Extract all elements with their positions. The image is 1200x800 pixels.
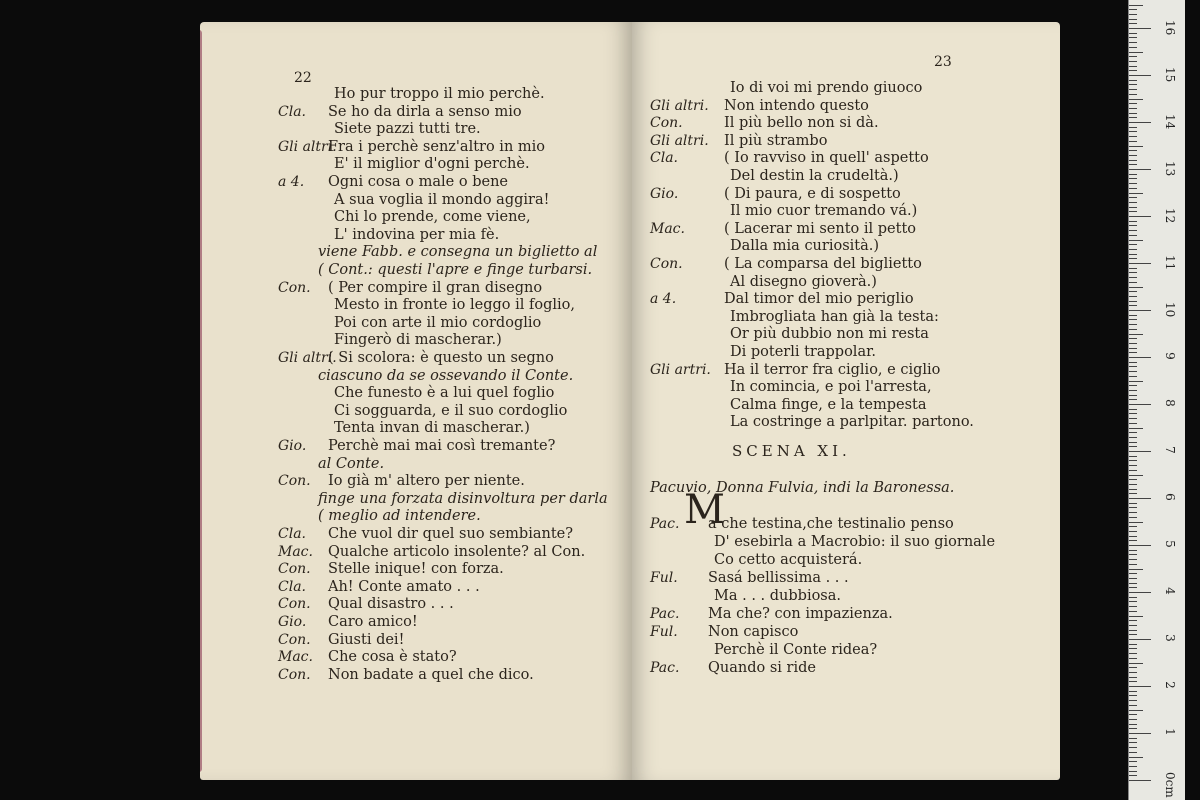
ruler-tick [1129, 409, 1137, 410]
ruler-tick [1129, 160, 1137, 161]
ruler-tick [1129, 136, 1137, 137]
speaker-label: Gio. [278, 438, 307, 454]
ruler-tick [1129, 240, 1143, 241]
ruler-tick [1129, 550, 1137, 551]
ruler-tick [1129, 606, 1137, 607]
text-line: Che funesto è a lui quel foglio [334, 385, 555, 402]
ruler-tick [1129, 616, 1143, 617]
ruler-tick [1129, 52, 1143, 53]
text-line: Tenta invan di mascherar.) [334, 420, 530, 437]
text-line: Chi lo prende, come viene, [334, 209, 531, 226]
ruler-tick [1129, 625, 1137, 626]
ruler-tick [1129, 178, 1137, 179]
ruler-tick [1129, 597, 1137, 598]
measuring-ruler [1128, 0, 1185, 800]
ruler-tick [1129, 540, 1137, 541]
ruler-tick [1129, 14, 1137, 15]
ruler-tick [1129, 216, 1151, 217]
ruler-tick [1129, 146, 1143, 147]
text-line: ( Per compire il gran disegno [328, 279, 543, 296]
ruler-tick [1129, 371, 1137, 372]
text-line: Che cosa è stato? [328, 649, 457, 666]
ruler-tick [1129, 442, 1137, 443]
text-line: Perchè il Conte ridea? [714, 642, 878, 658]
left-page [200, 22, 632, 780]
ruler-tick [1129, 211, 1137, 212]
ruler-tick [1129, 56, 1137, 57]
ruler-tick [1129, 475, 1143, 476]
ruler-tick [1129, 498, 1151, 499]
text-line: Non badate a quel che dico. [328, 666, 534, 683]
ruler-tick [1129, 456, 1137, 457]
text-line: viene Fabb. e consegna un biglietto al [318, 244, 598, 261]
speaker-label: Cla. [278, 578, 306, 595]
speaker-label: Mac. [278, 649, 313, 666]
ruler-label: 6 [1163, 493, 1177, 501]
ruler-tick [1129, 536, 1137, 537]
text-line: al Conte. [318, 455, 385, 472]
ruler-tick [1129, 578, 1137, 579]
ruler-tick [1129, 381, 1143, 382]
ruler-tick [1129, 103, 1137, 104]
text-line: Ho pur troppo il mio perchè. [334, 86, 545, 102]
ruler-tick [1129, 221, 1137, 222]
text-line: ( La comparsa del biglietto [724, 256, 922, 272]
ruler-tick [1129, 583, 1137, 584]
ruler-tick [1129, 681, 1137, 682]
speaker-label: Con. [278, 279, 311, 296]
ruler-tick [1129, 207, 1137, 208]
ruler-tick [1129, 418, 1137, 419]
ruler-label: 8 [1163, 399, 1177, 407]
ruler-tick [1129, 338, 1137, 339]
ruler-label: 2 [1163, 681, 1177, 689]
ruler-tick [1129, 80, 1137, 81]
text-line: Il più bello non si dà. [724, 115, 879, 132]
ruler-tick [1129, 37, 1137, 38]
ruler-tick [1129, 263, 1151, 264]
ruler-label: 3 [1163, 634, 1177, 642]
ruler-tick [1129, 183, 1137, 184]
speaker-label: Pac. [650, 660, 680, 676]
ruler-tick [1129, 291, 1137, 292]
text-line: Ci sogguarda, e il suo cordoglio [334, 402, 568, 419]
text-line: Il più strambo [724, 132, 828, 149]
ruler-tick [1129, 164, 1137, 165]
ruler-tick [1129, 89, 1137, 90]
ruler-label: 5 [1163, 540, 1177, 548]
ruler-tick [1129, 272, 1137, 273]
text-line: Ah! Conte amato . . . [328, 578, 480, 595]
ruler-label: 15 [1163, 67, 1177, 83]
text-line: Qualche articolo insolente? al Con. [328, 543, 586, 560]
ruler-tick [1129, 141, 1137, 142]
ruler-label: 1 [1163, 728, 1177, 736]
ruler-tick [1129, 193, 1143, 194]
speaker-label: Ful. [650, 570, 678, 586]
ruler-tick [1129, 66, 1137, 67]
ruler-tick [1129, 413, 1137, 414]
ruler-tick [1129, 620, 1137, 621]
ruler-tick [1129, 61, 1137, 62]
text-line: finge una forzata disinvoltura per darla [318, 490, 608, 507]
ruler-tick [1129, 587, 1137, 588]
ruler-tick [1129, 592, 1151, 593]
ruler-tick [1129, 493, 1137, 494]
ruler-tick [1129, 446, 1137, 447]
text-line: Siete pazzi tutti tre. [334, 121, 481, 138]
speaker-label: Gli altri. [278, 350, 337, 366]
ruler-tick [1129, 761, 1137, 762]
text-line: Imbrogliata han già la testa: [730, 308, 939, 325]
ruler-tick [1129, 569, 1143, 570]
open-book [200, 22, 1070, 780]
ruler-label: 9 [1163, 352, 1177, 360]
ruler-tick [1129, 395, 1137, 396]
ruler-tick [1129, 630, 1137, 631]
ruler-tick [1129, 70, 1137, 71]
ruler-tick [1129, 564, 1137, 565]
text-line: Giusti dei! [328, 631, 405, 648]
ruler-tick [1129, 23, 1137, 24]
ruler-tick [1129, 658, 1137, 659]
ruler-tick [1129, 771, 1137, 772]
text-line: Dal timor del mio periglio [724, 291, 914, 308]
scene-characters: Pacuvio, Donna Fulvia, indi la Baronessa. [650, 480, 955, 496]
text-line: Co cetto acquisterá. [714, 552, 863, 568]
ruler-tick [1129, 573, 1137, 574]
ruler-tick [1129, 348, 1137, 349]
ruler-tick [1129, 634, 1137, 635]
ruler-tick [1129, 9, 1137, 10]
ruler-tick [1129, 757, 1143, 758]
ruler-tick [1129, 479, 1137, 480]
ruler-tick [1129, 131, 1137, 132]
speaker-label: Gli artri. [650, 361, 711, 378]
speaker-label: Gio. [278, 614, 307, 630]
text-line: Dalla mia curiosità.) [730, 238, 880, 255]
ruler-label: 14 [1163, 114, 1177, 130]
speaker-label: Pac. [650, 606, 680, 622]
text-line: In comincia, e poi l'arresta, [730, 379, 932, 396]
text-line: Fingerò di mascherar.) [334, 332, 502, 349]
ruler-tick [1129, 127, 1137, 128]
ruler-tick [1129, 648, 1137, 649]
ruler-tick [1129, 108, 1137, 109]
ruler-tick [1129, 738, 1137, 739]
ruler-tick [1129, 465, 1137, 466]
text-line: a che testina,che testinalio penso [708, 516, 954, 532]
ruler-label: 10 [1163, 302, 1177, 318]
ruler-tick [1129, 677, 1137, 678]
text-line: A sua voglia il mondo aggira! [334, 191, 550, 208]
ruler-tick [1129, 122, 1151, 123]
text-line: Che vuol dir quel suo sembiante? [328, 526, 574, 542]
text-line: Al disegno gioverà.) [730, 273, 877, 290]
ruler-tick [1129, 700, 1137, 701]
text-line: Poi con arte il mio cordoglio [334, 314, 542, 331]
ruler-tick [1129, 225, 1137, 226]
ruler-label: 7 [1163, 446, 1177, 454]
ruler-tick [1129, 277, 1137, 278]
speaker-label: Cla. [278, 103, 306, 120]
ruler-tick [1129, 150, 1137, 151]
speaker-label: Gio. [650, 185, 679, 202]
ruler-tick [1129, 329, 1137, 330]
ruler-tick [1129, 484, 1137, 485]
ruler-tick [1129, 268, 1137, 269]
text-line: Ma . . . dubbiosa. [714, 588, 842, 604]
ruler-tick [1129, 84, 1137, 85]
speaker-label: Mac. [650, 220, 685, 237]
ruler-tick [1129, 404, 1151, 405]
ruler-tick [1129, 451, 1151, 452]
ruler-tick [1129, 554, 1137, 555]
text-line: ( Si scolora: è questo un segno [328, 350, 554, 366]
text-line: Caro amico! [328, 614, 418, 630]
ruler-tick [1129, 672, 1137, 673]
ruler-tick [1129, 710, 1143, 711]
text-line: D' esebirla a Macrobio: il suo giornale [714, 534, 996, 550]
ruler-label: 13 [1163, 161, 1177, 177]
ruler-tick [1129, 695, 1137, 696]
speaker-label: Con. [650, 256, 683, 272]
ruler-tick [1129, 366, 1137, 367]
speaker-label: Con. [278, 473, 311, 490]
ruler-tick [1129, 343, 1137, 344]
ruler-tick [1129, 423, 1137, 424]
speaker-label: Ful. [650, 624, 678, 640]
ruler-tick [1129, 258, 1137, 259]
ruler-tick [1129, 385, 1137, 386]
text-line: Il mio cuor tremando vá.) [730, 203, 918, 220]
text-line: Quando si ride [708, 660, 816, 676]
ruler-tick [1129, 399, 1137, 400]
text-line: Ha il terror fra ciglio, e ciglio [724, 361, 941, 378]
text-line: E' il miglior d'ogni perchè. [334, 156, 530, 173]
ruler-tick [1129, 512, 1137, 513]
ruler-tick [1129, 742, 1137, 743]
ruler-tick [1129, 724, 1137, 725]
text-line: ( meglio ad intendere. [318, 508, 481, 525]
ruler-tick [1129, 352, 1137, 353]
ruler-tick [1129, 653, 1137, 654]
ruler-tick [1129, 545, 1151, 546]
ruler-tick [1129, 249, 1137, 250]
ruler-tick [1129, 460, 1137, 461]
ruler-tick [1129, 559, 1137, 560]
ruler-tick [1129, 733, 1151, 734]
ruler-tick [1129, 489, 1137, 490]
text-line: ( Io ravviso in quell' aspetto [724, 150, 929, 167]
right-page [632, 22, 1060, 780]
ruler-tick [1129, 644, 1137, 645]
ruler-tick [1129, 197, 1137, 198]
ruler-tick [1129, 235, 1137, 236]
ruler-tick [1129, 282, 1137, 283]
text-line: Io di voi mi prendo giuoco [730, 80, 923, 96]
ruler-tick [1129, 522, 1143, 523]
ruler-tick [1129, 357, 1151, 358]
speaker-label: Gli altri. [650, 132, 709, 149]
ruler-tick [1129, 334, 1143, 335]
scene-title: SCENA XI. [732, 442, 851, 460]
ruler-tick [1129, 747, 1137, 748]
text-line: ( Cont.: questi l'apre e finge turbarsi. [318, 262, 593, 278]
ruler-tick [1129, 174, 1137, 175]
text-line: La costringe a parlpitar. partono. [730, 414, 974, 431]
ruler-tick [1129, 230, 1137, 231]
ruler-tick [1129, 663, 1143, 664]
ruler-tick [1129, 301, 1137, 302]
ruler-tick [1129, 601, 1137, 602]
text-line: ( Di paura, e di sospetto [724, 185, 901, 202]
text-line: ciascuno da se ossevando il Conte. [318, 367, 574, 384]
ruler-tick [1129, 686, 1151, 687]
text-line: Io già m' altero per niente. [328, 473, 525, 490]
ruler-tick [1129, 28, 1151, 29]
text-line: Non capisco [708, 624, 799, 640]
ruler-tick [1129, 437, 1137, 438]
text-line: ( Lacerar mi sento il petto [724, 220, 917, 237]
ruler-tick [1129, 244, 1137, 245]
book-edge [200, 30, 202, 772]
page-number-right: 23 [934, 54, 952, 70]
speaker-label: Con. [278, 561, 311, 578]
speaker-label: Mac. [278, 543, 313, 560]
ruler-tick [1129, 390, 1137, 391]
ruler-tick [1129, 705, 1137, 706]
ruler-tick [1129, 766, 1137, 767]
ruler-tick [1129, 202, 1137, 203]
text-line: Di poterli trappolar. [730, 344, 877, 360]
ruler-tick [1129, 254, 1137, 255]
ruler-tick [1129, 315, 1137, 316]
ruler-tick [1129, 305, 1137, 306]
speaker-label: Gli altri. [278, 138, 337, 155]
ruler-tick [1129, 507, 1137, 508]
ruler-tick [1129, 752, 1137, 753]
ruler-tick [1129, 728, 1137, 729]
ruler-tick [1129, 155, 1137, 156]
page-number-left: 22 [294, 70, 312, 86]
speaker-label: a 4. [650, 291, 677, 308]
text-line: Calma finge, e la tempesta [730, 396, 927, 413]
ruler-tick [1129, 94, 1137, 95]
ruler-tick [1129, 714, 1137, 715]
text-line: L' indovina per mia fè. [334, 226, 500, 243]
ruler-tick [1129, 310, 1151, 311]
ruler-tick [1129, 42, 1137, 43]
ruler-tick [1129, 376, 1137, 377]
ruler-tick [1129, 526, 1137, 527]
ruler-tick [1129, 517, 1137, 518]
text-line: Or più dubbio non mi resta [730, 326, 929, 343]
ruler-tick [1129, 428, 1143, 429]
ruler-tick [1129, 287, 1143, 288]
ruler-tick [1129, 33, 1137, 34]
speaker-label: Cla. [650, 150, 678, 167]
ruler-tick [1129, 113, 1137, 114]
ruler-label: 4 [1163, 587, 1177, 595]
speaker-label: a 4. [278, 174, 305, 190]
speaker-label: Cla. [278, 526, 306, 542]
ruler-tick [1129, 99, 1143, 100]
text-line: Sasá bellissima . . . [708, 570, 849, 586]
ruler-tick [1129, 775, 1137, 776]
ruler-tick [1129, 19, 1137, 20]
ruler-tick [1129, 719, 1137, 720]
ruler-tick [1129, 667, 1137, 668]
text-line: Ogni cosa o male o bene [328, 174, 508, 190]
text-line: Fra i perchè senz'altro in mio [328, 138, 546, 155]
ruler-tick [1129, 188, 1137, 189]
text-line: Perchè mai mai così tremante? [328, 438, 556, 454]
ruler-tick [1129, 75, 1151, 76]
drop-cap: M [684, 487, 725, 533]
text-line: Mesto in fronte io leggo il foglio, [334, 297, 575, 314]
ruler-tick [1129, 362, 1137, 363]
text-line: Del destin la crudeltà.) [730, 168, 899, 184]
speaker-label: Gli altri. [650, 97, 709, 114]
ruler-tick [1129, 780, 1151, 781]
ruler-tick [1129, 611, 1137, 612]
speaker-label: Con. [278, 666, 311, 683]
speaker-label: Con. [278, 596, 311, 613]
ruler-tick [1129, 169, 1151, 170]
ruler-tick [1129, 470, 1137, 471]
text-line: Non intendo questo [724, 97, 869, 114]
text-line: Qual disastro . . . [328, 596, 454, 613]
ruler-tick [1129, 117, 1137, 118]
speaker-label: Pac. [650, 516, 680, 532]
ruler-label: 11 [1163, 255, 1177, 271]
speaker-label: Con. [278, 631, 311, 648]
ruler-tick [1129, 639, 1151, 640]
ruler-tick [1129, 319, 1137, 320]
ruler-tick [1129, 5, 1143, 6]
ruler-tick [1129, 324, 1137, 325]
ruler-label: 12 [1163, 208, 1177, 224]
text-line: Stelle inique! con forza. [328, 561, 504, 578]
text-line: Ma che? con impazienza. [708, 606, 893, 622]
text-line: Se ho da dirla a senso mio [328, 103, 522, 120]
ruler-tick [1129, 531, 1137, 532]
ruler-tick [1129, 432, 1137, 433]
ruler-label: 0cm [1163, 772, 1177, 798]
ruler-label: 16 [1163, 20, 1177, 36]
ruler-tick [1129, 296, 1137, 297]
ruler-tick [1129, 47, 1137, 48]
ruler-tick [1129, 691, 1137, 692]
speaker-label: Con. [650, 115, 683, 132]
ruler-tick [1129, 503, 1137, 504]
